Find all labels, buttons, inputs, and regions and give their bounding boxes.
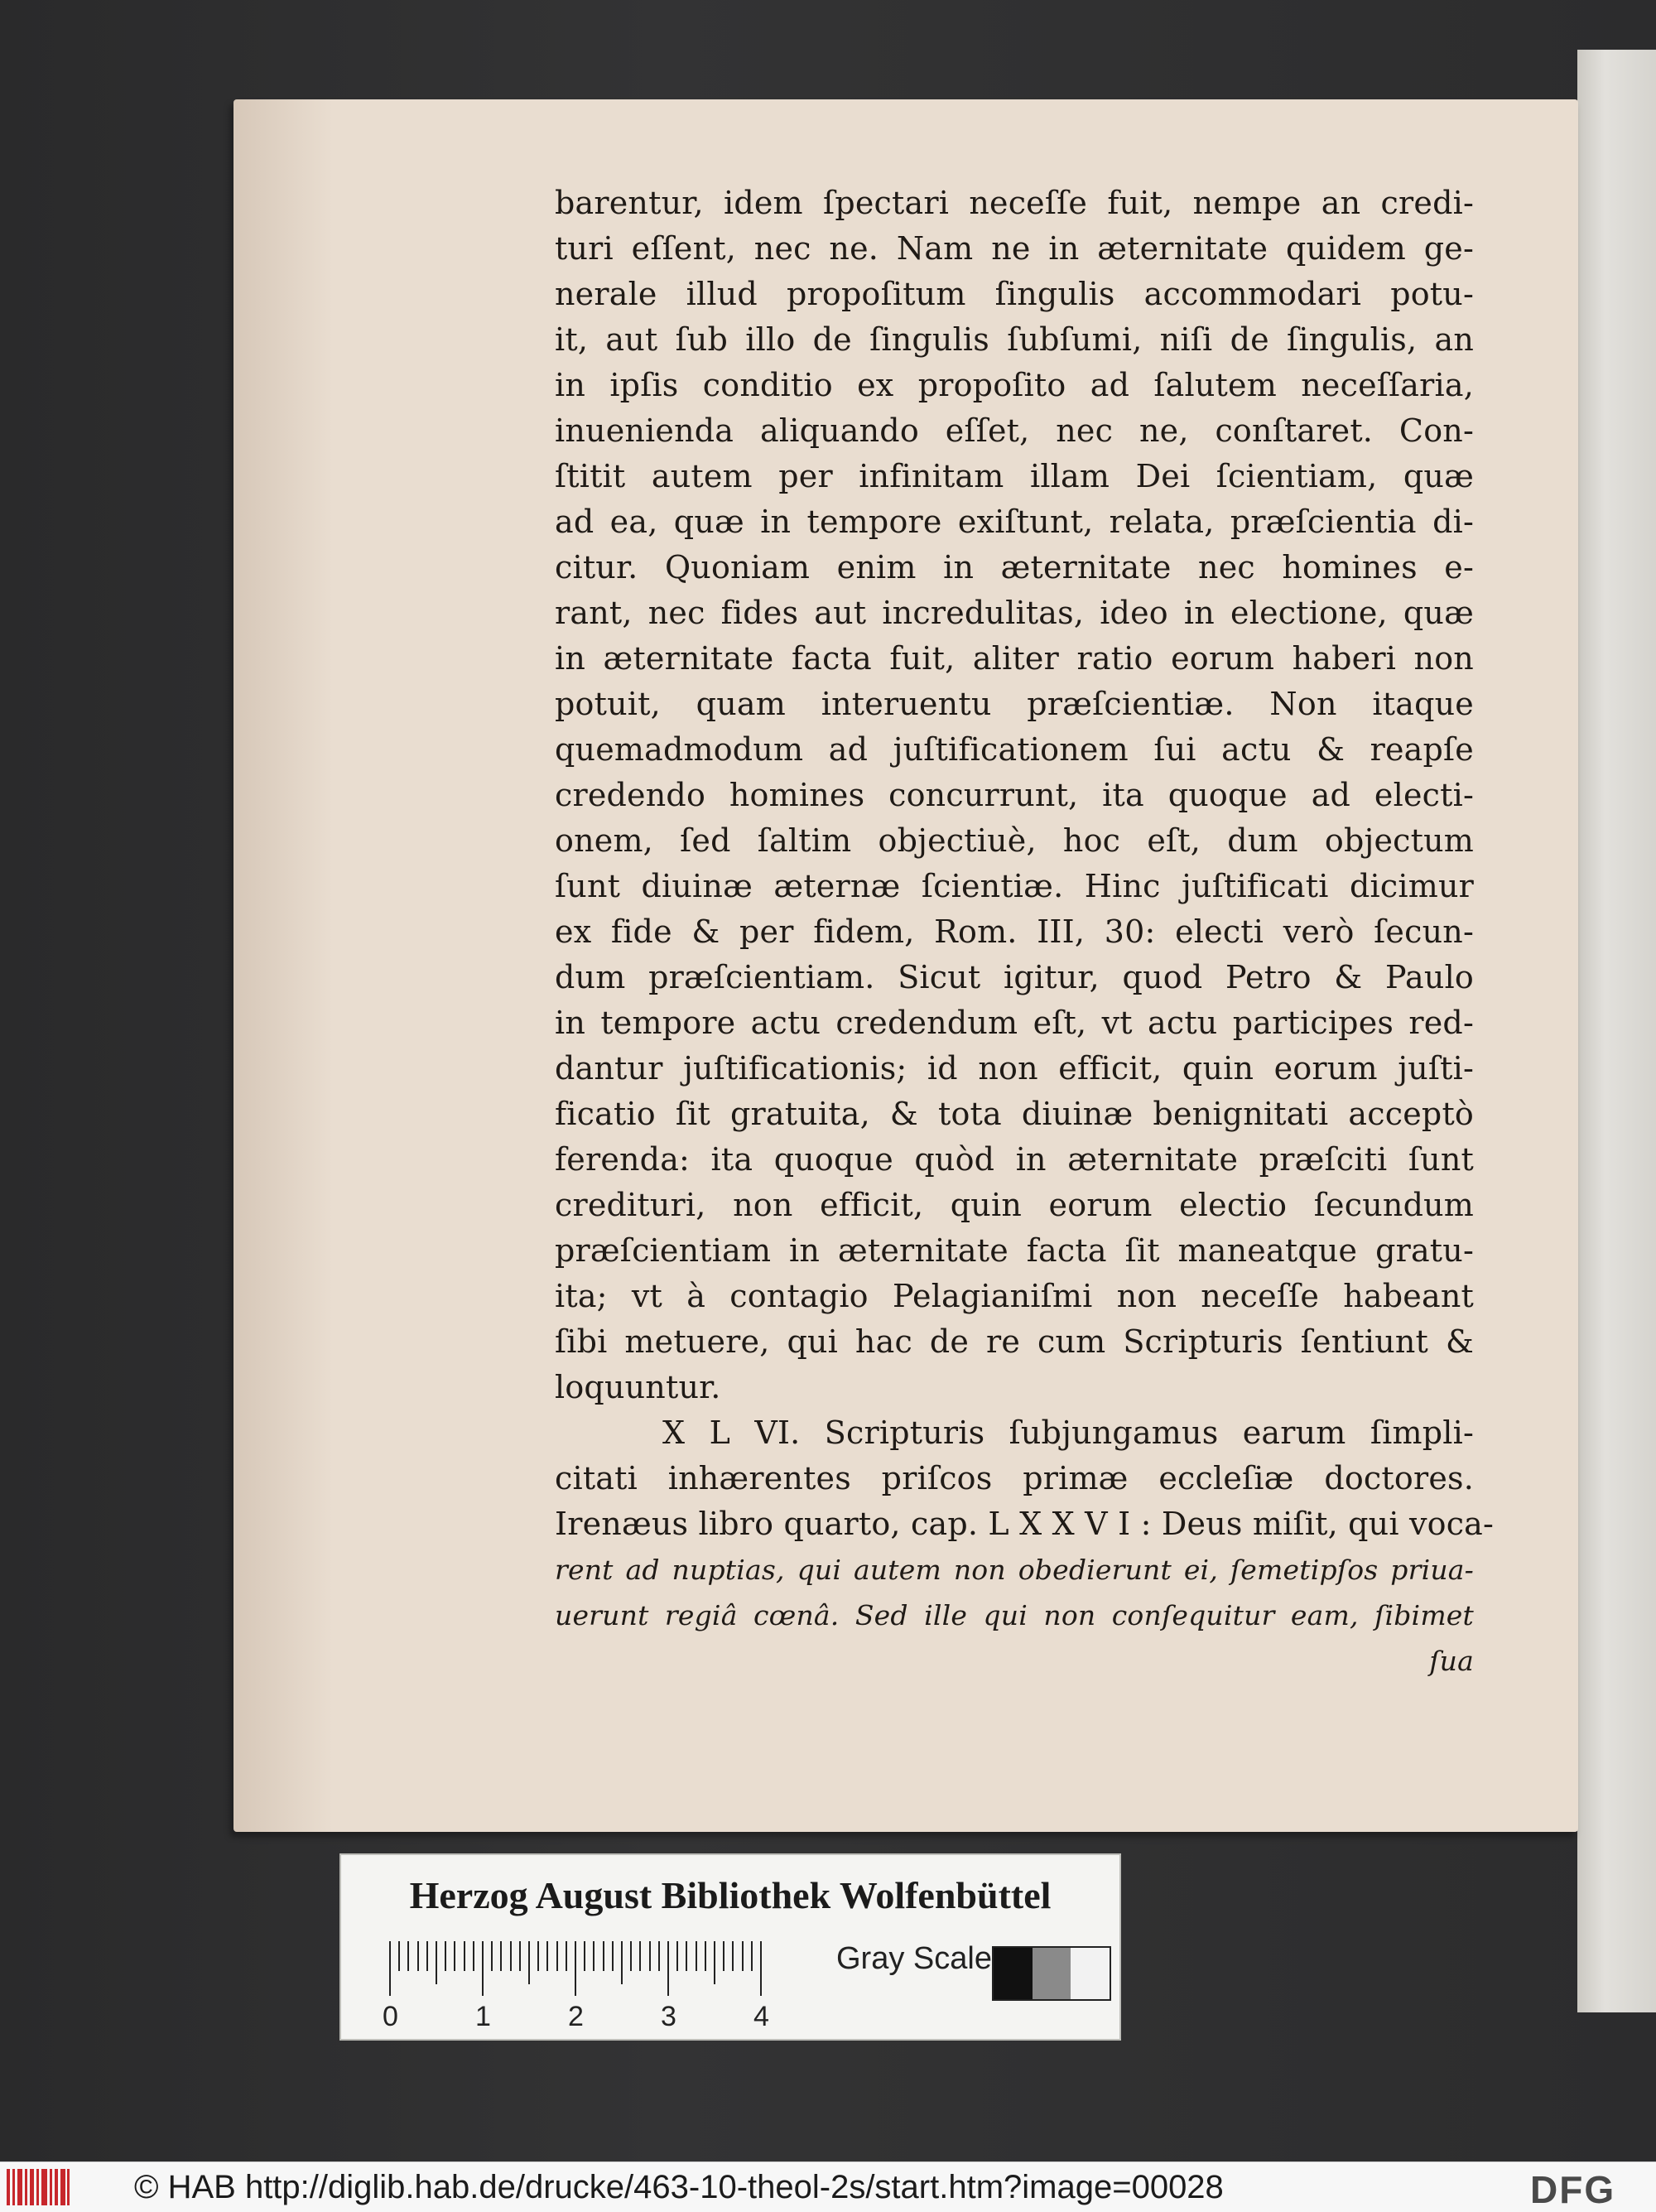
text-line: X L VI. Scripturis ſubjungamus earum ſimpli- xyxy=(662,1414,1474,1451)
page-text xyxy=(555,181,1495,1684)
text-line: dantur juſtificationis; id non efficit, quin eorum juſti- xyxy=(555,1050,1474,1087)
ruler-tick xyxy=(732,1941,734,1971)
ruler-tick xyxy=(389,1941,391,1996)
ruler-scale xyxy=(383,1941,1101,2032)
ruler-tick xyxy=(584,1941,585,1971)
ruler-tick xyxy=(519,1941,521,1971)
text-line: Irenæus libro quarto, cap. L X X V I : Deus miſit, qui voca- xyxy=(555,1506,1495,1542)
text-line: citur. Quoniam enim in æternitate nec homines e- xyxy=(555,549,1474,586)
text-line: in tempore actu credendum eſt, vt actu participes red- xyxy=(555,1005,1474,1041)
ruler-tick xyxy=(658,1941,660,1971)
book-edge xyxy=(1577,50,1656,2012)
gray-patch xyxy=(994,1948,1033,1999)
ruler-tick xyxy=(566,1941,567,1971)
gray-scale-swatch xyxy=(992,1946,1111,2001)
ruler-tick xyxy=(491,1941,493,1971)
ruler-tick xyxy=(417,1941,419,1971)
ruler-tick xyxy=(454,1941,455,1971)
text-line: rent ad nuptias, qui autem non obedierunt ei, ſemetipſos priua- xyxy=(555,1554,1474,1586)
text-line: onem, ſed ſaltim objectiuè, hoc eſt, dum objectum xyxy=(555,822,1474,859)
text-line: ex fide & per fidem, Rom. III, 30: electi verò ſecun- xyxy=(555,913,1474,950)
ruler-tick xyxy=(696,1941,697,1971)
ruler-tick xyxy=(464,1941,465,1971)
text-line: ſibi metuere, qui hac de re cum Scripturis ſentiunt & xyxy=(555,1323,1474,1360)
ruler-number: 4 xyxy=(753,2001,769,2032)
ruler-tick xyxy=(760,1941,762,1996)
text-line: ferenda: ita quoque quòd in æternitate præſciti ſunt xyxy=(555,1141,1474,1178)
ruler-tick xyxy=(742,1941,744,1971)
text-line: in æternitate facta fuit, aliter ratio eorum haberi non xyxy=(555,640,1474,677)
barcode-icon xyxy=(7,2169,70,2205)
gray-scale-label: Gray Scale xyxy=(836,1941,992,1976)
ruler-tick xyxy=(436,1941,437,1984)
ruler-number: 2 xyxy=(568,2001,584,2032)
text-line: ſua xyxy=(1429,1645,1474,1677)
text-line: ſunt diuinæ æternæ ſcientiæ. Hinc juſtificati dicimur xyxy=(555,868,1474,904)
ruler-tick xyxy=(528,1941,530,1984)
text-line: ficatio ſit gratuita, & tota diuinæ benignitati acceptò xyxy=(555,1096,1474,1132)
ruler-tick xyxy=(510,1941,512,1971)
color-chart-card xyxy=(339,1853,1121,2041)
text-line: quemadmodum ad juſtificationem ſui actu & reapſe xyxy=(555,731,1474,768)
ruler-tick xyxy=(556,1941,558,1971)
text-line: uerunt regiâ cœnâ. Sed ille qui non conſequitur eam, ſibimet xyxy=(555,1599,1474,1631)
ruler-tick xyxy=(676,1941,678,1971)
text-line: credituri, non efficit, quin eorum electio ſecundum xyxy=(555,1187,1474,1223)
ruler-tick xyxy=(473,1941,474,1971)
ruler-tick xyxy=(639,1941,641,1971)
ruler-tick xyxy=(705,1941,706,1971)
ruler-tick xyxy=(407,1941,409,1971)
text-line: barentur, idem ſpectari neceſſe fuit, nempe an credi- xyxy=(555,185,1474,221)
ruler-tick xyxy=(751,1941,753,1971)
ruler-tick xyxy=(630,1941,632,1971)
text-line: nerale illud propoſitum ſingulis accommodari potu- xyxy=(555,276,1474,312)
library-name: Herzog August Bibliothek Wolfenbüttel xyxy=(409,1874,1052,1916)
ruler-tick xyxy=(667,1941,669,1996)
text-line: credendo homines concurrunt, ita quoque ad electi- xyxy=(555,777,1474,813)
ruler-tick xyxy=(612,1941,614,1971)
text-line: ad ea, quæ in tempore exiſtunt, relata, præſcientia di- xyxy=(555,504,1474,540)
ruler-tick xyxy=(398,1941,400,1971)
ruler-tick xyxy=(575,1941,576,1996)
ruler-tick xyxy=(537,1941,539,1971)
gray-patch xyxy=(1033,1948,1071,1999)
text-line: præſcientiam in æternitate facta ſit maneatque gratu- xyxy=(555,1232,1474,1269)
text-line: potuit, quam interuentu præſcientiæ. Non itaque xyxy=(555,686,1474,722)
ruler-tick xyxy=(649,1941,651,1971)
ruler-tick xyxy=(593,1941,595,1971)
gray-patch xyxy=(1071,1948,1110,1999)
text-line: ſtitit autem per infinitam illam Dei ſcientiam, quæ xyxy=(555,458,1474,494)
ruler-tick xyxy=(445,1941,446,1971)
text-line: dum præſcientiam. Sicut igitur, quod Petro & Paulo xyxy=(555,959,1474,995)
text-line: citati inhærentes priſcos primæ eccleſiæ doctores. xyxy=(555,1460,1474,1496)
ruler-tick xyxy=(500,1941,502,1971)
ruler-number: 0 xyxy=(383,2001,398,2032)
ruler-tick xyxy=(482,1941,484,1996)
text-line: in ipſis conditio ex propoſito ad ſalutem neceſſaria, xyxy=(555,367,1474,403)
ruler-number: 1 xyxy=(475,2001,491,2032)
footer-bar xyxy=(0,2161,1656,2212)
ruler-tick xyxy=(621,1941,623,1984)
text-line: loquuntur. xyxy=(555,1369,721,1405)
ruler-tick xyxy=(546,1941,548,1971)
text-line: rant, nec fides aut incredulitas, ideo in electione, quæ xyxy=(555,595,1474,631)
ruler-tick xyxy=(686,1941,687,1971)
dfg-logo: DFG xyxy=(1530,2168,1616,2211)
ruler-tick xyxy=(714,1941,715,1984)
text-line: ita; vt à contagio Pelagianiſmi non neceſſe habeant xyxy=(555,1278,1474,1314)
ruler-tick xyxy=(723,1941,724,1971)
copyright-link[interactable]: © HAB http://diglib.hab.de/drucke/463-10-theol-2s/start.htm?image=00028 xyxy=(134,2169,1224,2205)
ruler-tick xyxy=(426,1941,428,1971)
page-shadow xyxy=(233,99,333,1832)
ruler-number: 3 xyxy=(661,2001,676,2032)
text-line: turi eſſent, nec ne. Nam ne in æternitate quidem ge- xyxy=(555,230,1474,267)
text-line: it, aut ſub illo de ſingulis ſubſumi, niſi de ſingulis, an xyxy=(555,321,1474,358)
ruler-tick xyxy=(603,1941,604,1971)
text-line: inuenienda aliquando eſſet, nec ne, conſtaret. Con- xyxy=(555,412,1474,449)
